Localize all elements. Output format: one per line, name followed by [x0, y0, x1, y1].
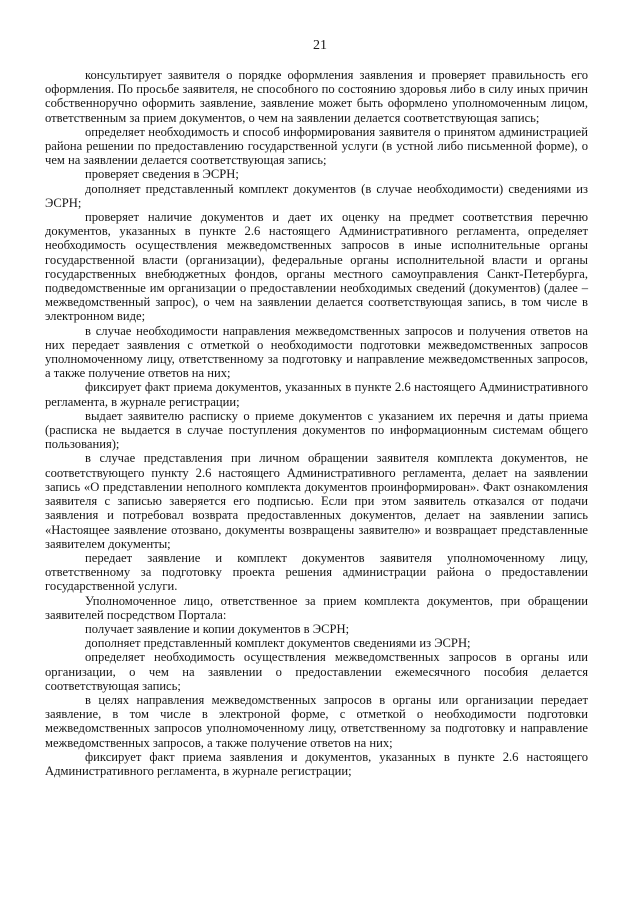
paragraph: консультирует заявителя о порядке оформления заявления и проверяет правильность его оформления. По просьбе заявителя, не способного по состоянию здоровья либо в силу иных причин собственноручно оформить заявление, заявление может быть оформлено уполномоченным лицом, ответственным за прием документов, о чем на заявлении делается соответствующая запись;	[45, 68, 588, 125]
paragraph: проверяет сведения в ЭСРН;	[85, 167, 239, 182]
page-number: 21	[313, 38, 327, 53]
paragraph: определяет необходимость и способ информирования заявителя о принятом администрацией района решении по предоставлению государственной услуги (в устной либо письменной форме), о чем на заявлении делается соответствующая запись;	[45, 124, 588, 168]
paragraph: в случае необходимости направления межведомственных запросов и получения ответов на них передает заявления с отметкой о необходимости подготовки межведомственных запросов уполномоченному лицу, ответственному за подготовку и направление межведомственных запросов, а также получение ответов на них;	[45, 323, 588, 381]
paragraph: проверяет наличие документов и дает их оценку на предмет соответствия перечню документов, указанных в пункте 2.6 настоящего Административного регламента, определяет необходимость осуществления межведомственных запросов в иные исполнительные органы государственной власти (организации), федеральные органы исполнительной власти и органы государственных внебюджетных фондов, органы местного самоуправления Санкт-Петербурга, подведомственные им организации о предоставлении необходимых сведений (документов) (далее – межведомственный запрос), о чем на заявлении делается соответствующая запись, в том числе в электронном виде;	[45, 210, 588, 324]
paragraph: выдает заявителю расписку о приеме документов с указанием их перечня и даты приема (расписка не выдается в случае поступления документов по информационным системам общего пользования);	[45, 408, 588, 452]
paragraph: в случае представления при личном обращении заявителя комплекта документов, не соответствующего пункту 2.6 настоящего Административного регламента, делает на заявлении запись «О представлении неполного комплекта документов проинформирован». Факт ознакомления заявителя с записью заверяется его подписью. Если при этом заявитель отказался от подачи заявления и потребовал возврата предоставленных документов, делает на заявлении запись «Настоящее заявление отозвано, документы возвращены заявителю» и возвращает представленные заявителем документы;	[45, 451, 588, 551]
paragraph: получает заявление и копии документов в ЭСРН;	[85, 621, 350, 636]
document-body	[45, 68, 588, 778]
paragraph: определяет необходимость осуществления межведомственных запросов в органы или организации, о чем на заявлении о предоставлении ежемесячного пособия делается соответствующая запись;	[45, 650, 588, 693]
paragraph: в целях направления межведомственных запросов в органы или организации передает заявление, в том числе в электроной форме, с отметкой о необходимости подготовки межведомственных запросов уполномоченному лицу, ответственному за подготовку и направление межведомственных запросов, а также получение ответов на них;	[45, 692, 588, 750]
paragraph: Уполномоченное лицо, ответственное за прием комплекта документов, при обращении заявителей посредством Портала:	[45, 593, 588, 622]
paragraph: дополняет представленный комплект документов (в случае необходимости) сведениями из ЭСРН;	[45, 181, 588, 210]
paragraph: дополняет представленный комплект документов сведениями из ЭСРН;	[85, 636, 471, 651]
paragraph: фиксирует факт приема документов, указанных в пункте 2.6 настоящего Административного регламента, в журнале регистрации;	[45, 380, 588, 409]
paragraph: фиксирует факт приема заявления и документов, указанных в пункте 2.6 настоящего Административного регламента, в журнале регистрации;	[45, 749, 588, 778]
paragraph: передает заявление и комплект документов заявителя уполномоченному лицу, ответственному за подготовку проекта решения администрации района о предоставлении государственной услуги.	[45, 550, 588, 594]
